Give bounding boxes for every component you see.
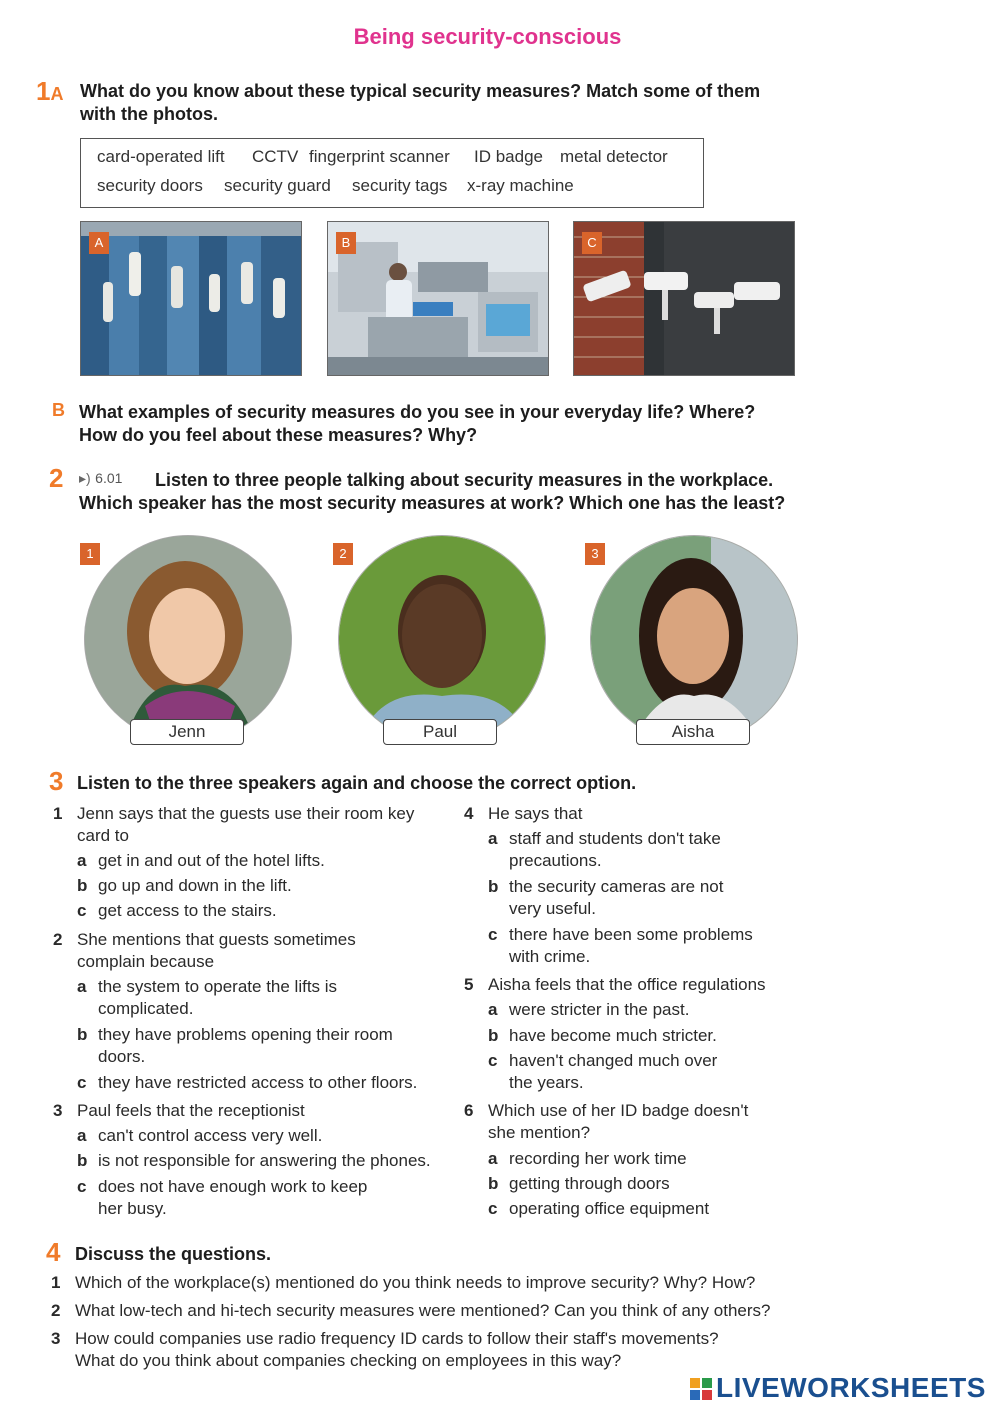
- exercise-2-question: Listen to three people talking about security measures in the workplace. Which speaker has the most security measures at work? Which one has the least?: [79, 470, 786, 513]
- speaker-icon: ▸): [79, 470, 91, 486]
- speaker-name-jenn: Jenn: [130, 719, 244, 745]
- exercise-3-number: 3: [49, 766, 64, 796]
- speaker-tag: 2: [333, 543, 353, 565]
- speaker-name-aisha: Aisha: [636, 719, 750, 745]
- portrait-aisha: [590, 535, 798, 743]
- airport-x-ray-photo: [328, 222, 548, 375]
- question-4: 4 He says that: [464, 804, 583, 823]
- audio-track-number: 6.01: [95, 470, 123, 486]
- word-box: [80, 138, 704, 208]
- option-6c[interactable]: c operating office equipment: [488, 1199, 710, 1218]
- photo-tag: A: [89, 232, 109, 254]
- word-item: card-operated lift: [97, 147, 225, 166]
- photo-tag: B: [336, 232, 356, 254]
- exercise-4-number: 4: [46, 1237, 61, 1267]
- exercise-1-number: 1A: [36, 76, 64, 106]
- discussion-question-1: 1 Which of the workplace(s) mentioned do you think needs to improve security? Why? How?: [51, 1273, 756, 1292]
- option-5b[interactable]: b have become much stricter.: [488, 1026, 717, 1045]
- word-item: security tags: [352, 176, 448, 195]
- cctv-cameras-photo: [574, 222, 794, 375]
- option-6b[interactable]: b getting through doors: [488, 1174, 670, 1193]
- photo-c: [573, 221, 795, 376]
- option-4c[interactable]: c there have been some problems with crime.: [488, 925, 753, 966]
- speaker-name-paul: Paul: [383, 719, 497, 745]
- question-1: 1 Jenn says that the guests use their room key card to: [53, 804, 415, 845]
- option-3b[interactable]: b is not responsible for answering the phones.: [77, 1151, 431, 1170]
- option-4b[interactable]: b the security cameras are not very useful.: [488, 877, 724, 918]
- security-tags-jeans-photo: [81, 222, 301, 375]
- question-6: 6 Which use of her ID badge doesn't she mention?: [464, 1101, 749, 1142]
- exercise-2-number: 2: [49, 463, 64, 493]
- option-1a[interactable]: a get in and out of the hotel lifts.: [77, 851, 325, 870]
- photo-tag: C: [582, 232, 602, 254]
- word-item: security guard: [224, 176, 331, 195]
- question-3: 3 Paul feels that the receptionist: [53, 1101, 305, 1120]
- word-item: metal detector: [560, 147, 668, 166]
- discussion-question-2: 2 What low-tech and hi-tech security measures were mentioned? Can you think of any others?: [51, 1301, 771, 1320]
- page-title: Being security-conscious: [353, 24, 622, 49]
- photo-b: [327, 221, 549, 376]
- question-5: 5 Aisha feels that the office regulations: [464, 975, 766, 994]
- woman-portrait-icon: [591, 536, 797, 742]
- option-4a[interactable]: a staff and students don't take precautions.: [488, 829, 721, 870]
- option-2b[interactable]: b they have problems opening their room doors.: [77, 1025, 393, 1066]
- option-6a[interactable]: a recording her work time: [488, 1149, 687, 1168]
- option-2a[interactable]: a the system to operate the lifts is complicated.: [77, 977, 338, 1018]
- word-item: CCTV: [252, 147, 299, 166]
- photo-a: [80, 221, 302, 376]
- portrait-jenn: [84, 535, 292, 743]
- word-item: ID badge: [474, 147, 543, 166]
- portrait-paul: [338, 535, 546, 743]
- word-item: security doors: [97, 176, 203, 195]
- word-item: fingerprint scanner: [309, 147, 450, 166]
- option-1b[interactable]: b go up and down in the lift.: [77, 876, 292, 895]
- discussion-question-3: 3 How could companies use radio frequency ID cards to follow their staff's movements? What do you think about companies checking on employees in this way?: [51, 1329, 719, 1370]
- option-5a[interactable]: a were stricter in the past.: [488, 1000, 690, 1019]
- exercise-4-heading: Discuss the questions.: [75, 1244, 272, 1264]
- speaker-tag: 1: [80, 543, 100, 565]
- option-2c[interactable]: c they have restricted access to other floors.: [77, 1073, 418, 1092]
- exercise-3-heading: Listen to the three speakers again and choose the correct option.: [77, 773, 637, 793]
- exercise-1b-letter: B: [52, 400, 65, 420]
- speaker-tag: 3: [585, 543, 605, 565]
- liveworksheets-logo: LIVEWORKSHEETS: [690, 1372, 986, 1404]
- option-3a[interactable]: a can't control access very well.: [77, 1126, 323, 1145]
- option-5c[interactable]: c haven't changed much over the years.: [488, 1051, 718, 1092]
- word-item: x-ray machine: [467, 176, 574, 195]
- question-2: 2 She mentions that guests sometimes complain because: [53, 930, 356, 971]
- woman-portrait-icon: [85, 536, 291, 742]
- man-portrait-icon: [339, 536, 545, 742]
- logo-grid-icon: [690, 1375, 712, 1397]
- exercise-1b-question: What examples of security measures do you see in your everyday life? Where? How do you feel about these measures? Why?: [79, 402, 756, 445]
- option-3c[interactable]: c does not have enough work to keep her busy.: [77, 1177, 368, 1218]
- exercise-1a-question: What do you know about these typical security measures? Match some of them with the photos.: [80, 81, 761, 124]
- option-1c[interactable]: c get access to the stairs.: [77, 901, 277, 920]
